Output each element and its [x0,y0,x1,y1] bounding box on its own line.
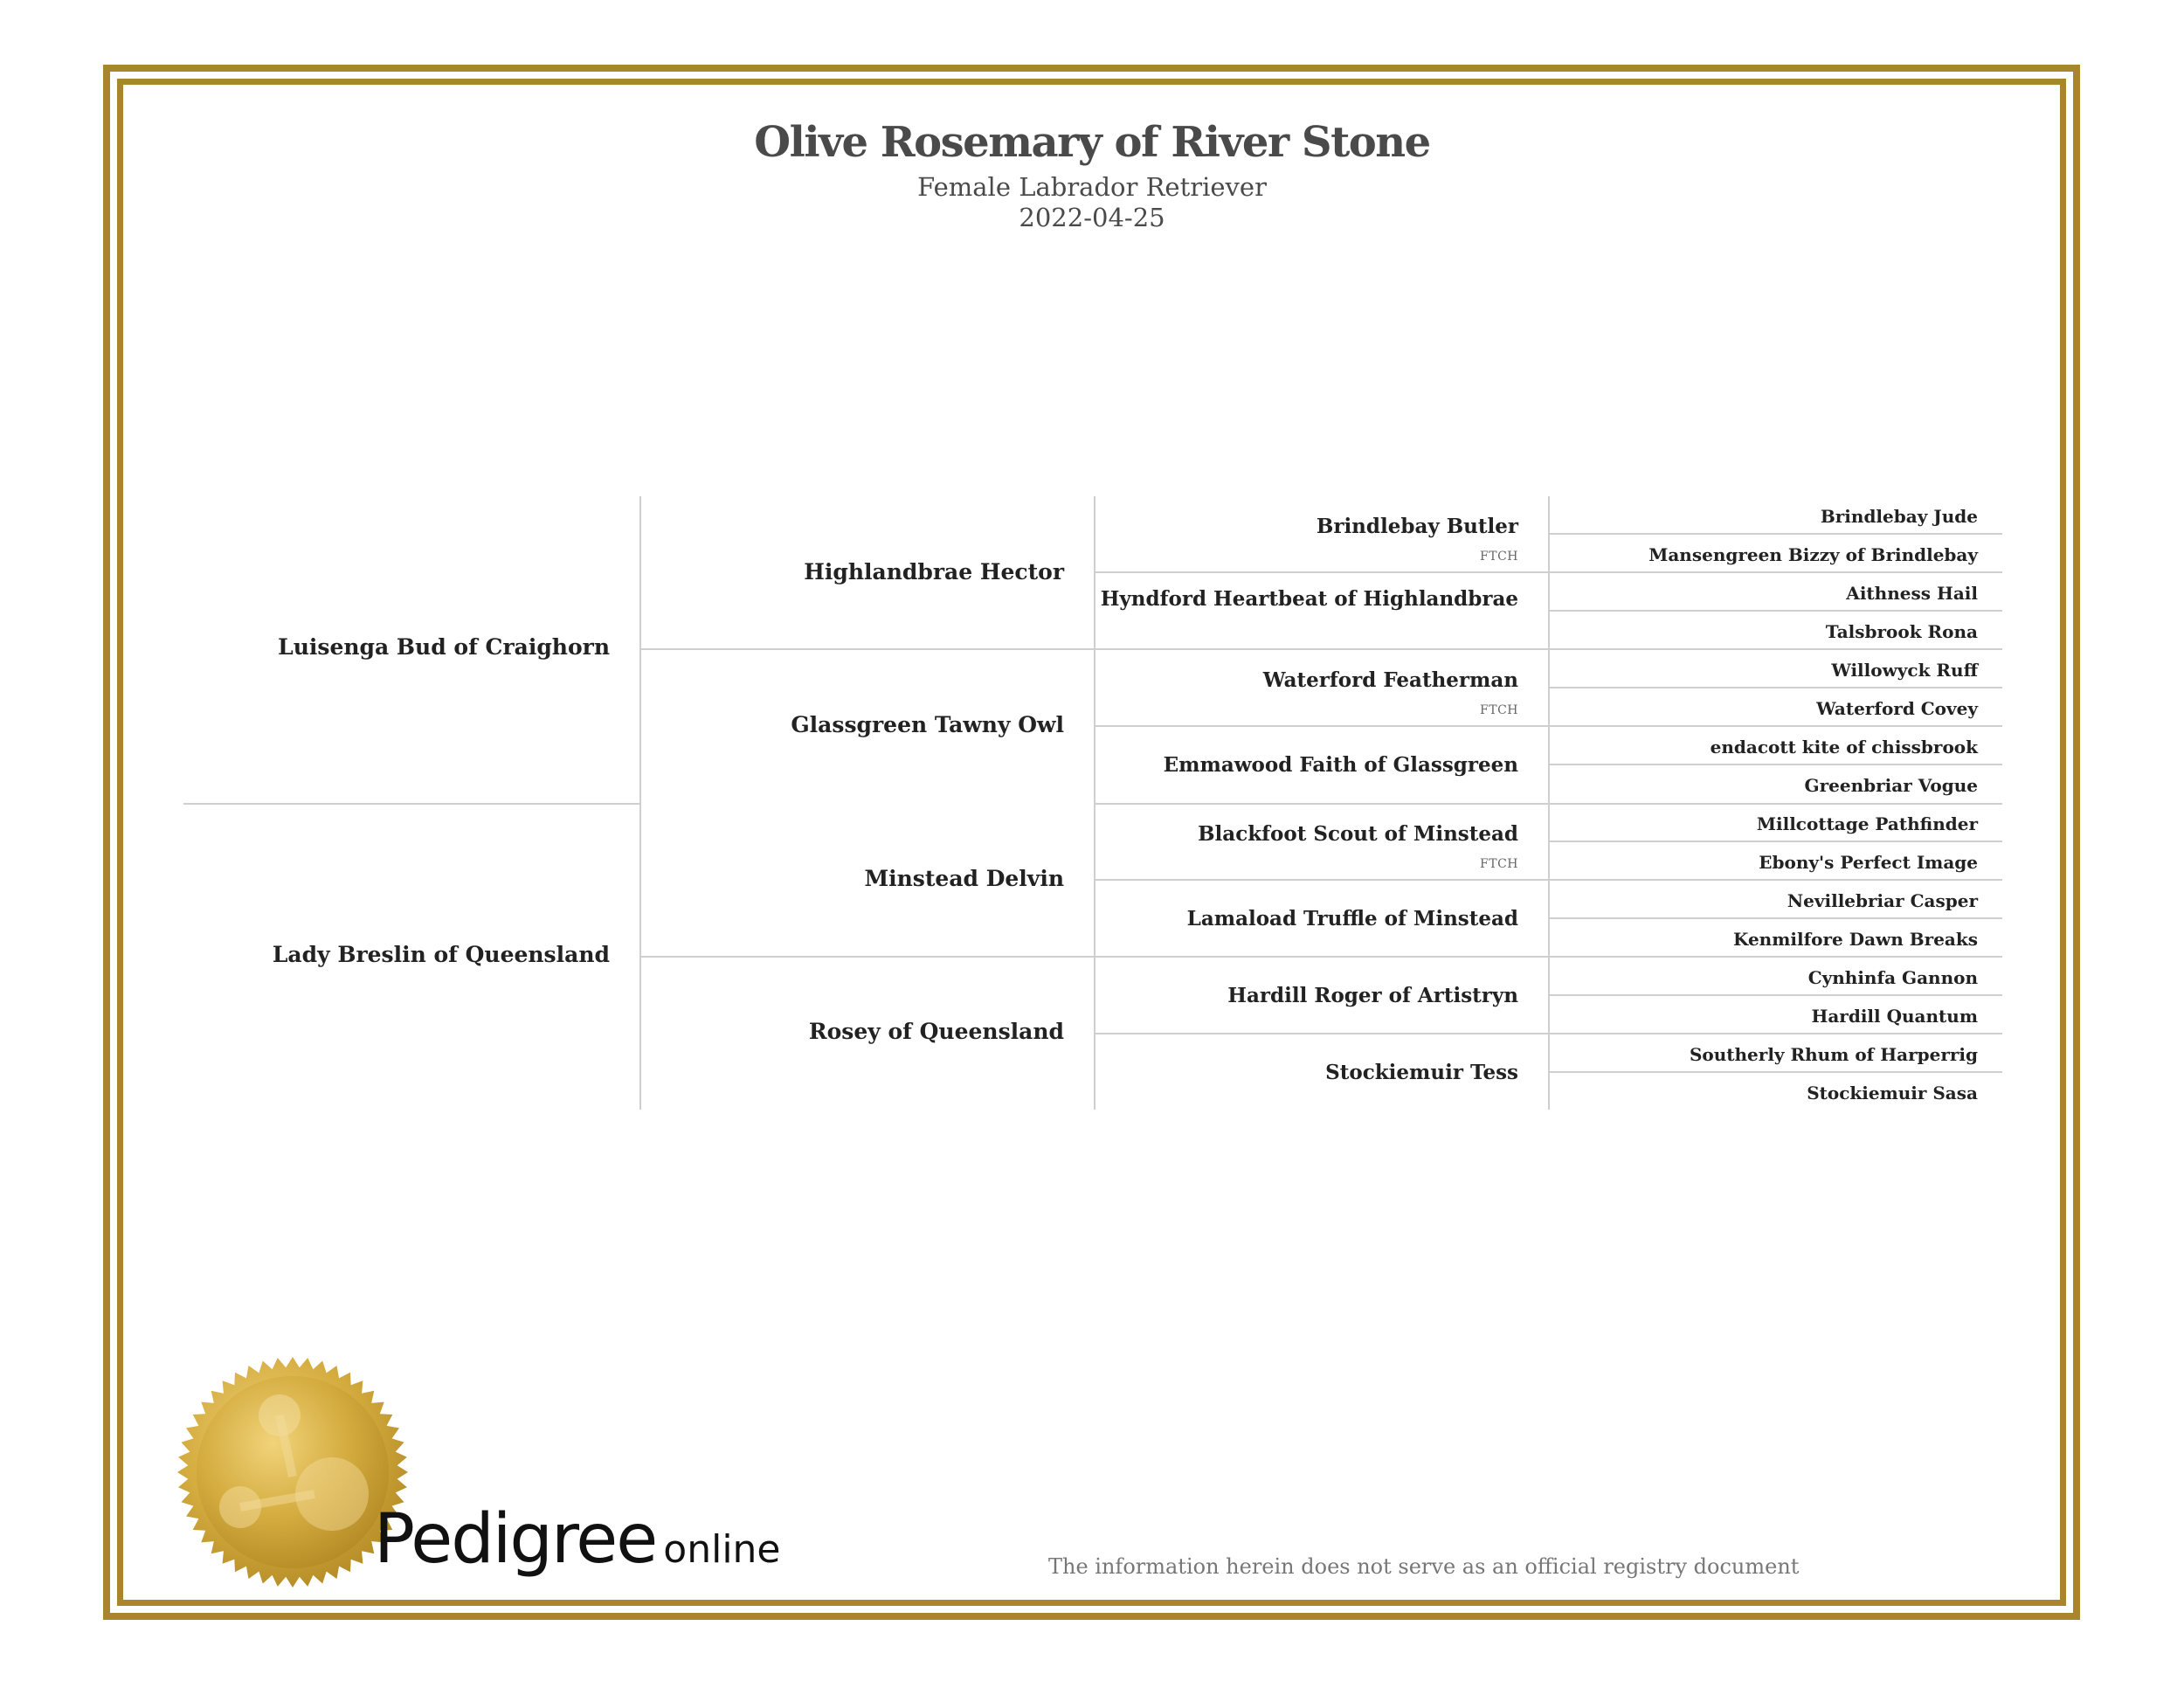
tree-line [1548,533,2002,535]
great-grandparent-name: Hyndford Heartbeat of Highlandbrae [1100,587,1518,611]
title-badge: FTCH [1480,550,1518,564]
great-grandparent [1099,1059,1518,1087]
great-great-grandparent-name: Southerly Rhum of Harperrig [1689,1044,1978,1065]
tree-line [183,803,640,805]
great-grandparent [1099,513,1518,571]
pedigree-online-logo [374,1500,781,1579]
tree-line [1094,725,1549,727]
great-great-grandparent-name: Ebony's Perfect Image [1759,852,1978,873]
great-grandparent [1099,982,1518,1010]
great-great-grandparent-name: Hardill Quantum [1811,1006,1978,1027]
sire-name: Luisenga Bud of Craighorn [278,634,610,660]
registry-disclaimer: The information herein does not serve as an official registry document [1048,1554,1800,1579]
brand-sub: online [663,1527,781,1572]
great-grandparent-name: Stockiemuir Tess [1325,1061,1518,1084]
great-grandparent [1099,585,1518,613]
great-grandparent [1099,820,1518,878]
tree-line [1094,571,1549,573]
tree-line [1094,803,1549,805]
great-great-grandparent-name: Greenbriar Vogue [1804,775,1978,796]
great-great-grandparent-name: Stockiemuir Sasa [1807,1083,1978,1103]
dam-name: Lady Breslin of Queensland [272,942,610,967]
great-grandparent [1099,751,1518,779]
tree-line [1548,571,2002,573]
dog-sex-breed: Female Labrador Retriever [917,172,1267,202]
tree-line [1548,917,2002,919]
great-grandparent-name: Waterford Featherman [1262,668,1518,692]
grandparent-name: Glassgreen Tawny Owl [791,712,1064,737]
tree-line [1548,610,2002,612]
tree-line [1548,956,2002,958]
great-great-grandparent-name: endacott kite of chissbrook [1710,737,1978,758]
tree-line [1548,803,2002,805]
tree-line [1548,841,2002,842]
great-great-grandparent-name: Aithness Hail [1846,583,1978,604]
great-great-grandparent-name: Cynhinfa Gannon [1807,967,1978,988]
grandparent-name: Minstead Delvin [864,866,1064,891]
great-great-grandparent-name: Waterford Covey [1816,698,1978,719]
tree-line [1548,879,2002,881]
tree-line [1094,879,1549,881]
brand-main: Pedigree [374,1500,657,1579]
tree-line [1548,1071,2002,1073]
great-great-grandparent-name: Talsbrook Rona [1825,621,1978,642]
dog-name-title: Olive Rosemary of River Stone [754,118,1430,167]
tree-line [1094,956,1549,958]
great-grandparent-name: Blackfoot Scout of Minstead [1198,822,1518,846]
great-grandparent-name: Emmawood Faith of Glassgreen [1163,753,1518,777]
great-grandparent [1099,667,1518,724]
great-great-grandparent-name: Nevillebriar Casper [1787,890,1978,911]
great-great-grandparent-name: Brindlebay Jude [1820,506,1978,527]
great-great-grandparent-name: Mansengreen Bizzy of Brindlebay [1648,544,1978,565]
tree-line [1548,764,2002,765]
great-grandparent-name: Brindlebay Butler [1316,515,1518,538]
tree-line [1094,648,1549,650]
tree-line [1548,1033,2002,1034]
tree-line [1094,1033,1549,1034]
great-great-grandparent-name: Willowyck Ruff [1831,660,1978,681]
tree-line [639,956,1095,958]
great-grandparent-name: Lamaload Truffle of Minstead [1186,907,1518,930]
great-great-grandparent-name: Kenmilfore Dawn Breaks [1733,929,1978,950]
tree-line [1548,648,2002,650]
great-grandparent [1099,905,1518,933]
dog-birth-date: 2022-04-25 [1019,203,1165,232]
tree-line [1548,725,2002,727]
great-grandparent-name: Hardill Roger of Artistryn [1227,984,1518,1007]
grandparent-name: Highlandbrae Hector [804,559,1064,585]
tree-line [1548,687,2002,688]
title-badge: FTCH [1480,857,1518,871]
great-great-grandparent-name: Millcottage Pathfinder [1756,813,1978,834]
tree-line [1548,994,2002,996]
title-badge: FTCH [1480,703,1518,717]
tree-line [639,648,1095,650]
grandparent-name: Rosey of Queensland [808,1019,1064,1044]
